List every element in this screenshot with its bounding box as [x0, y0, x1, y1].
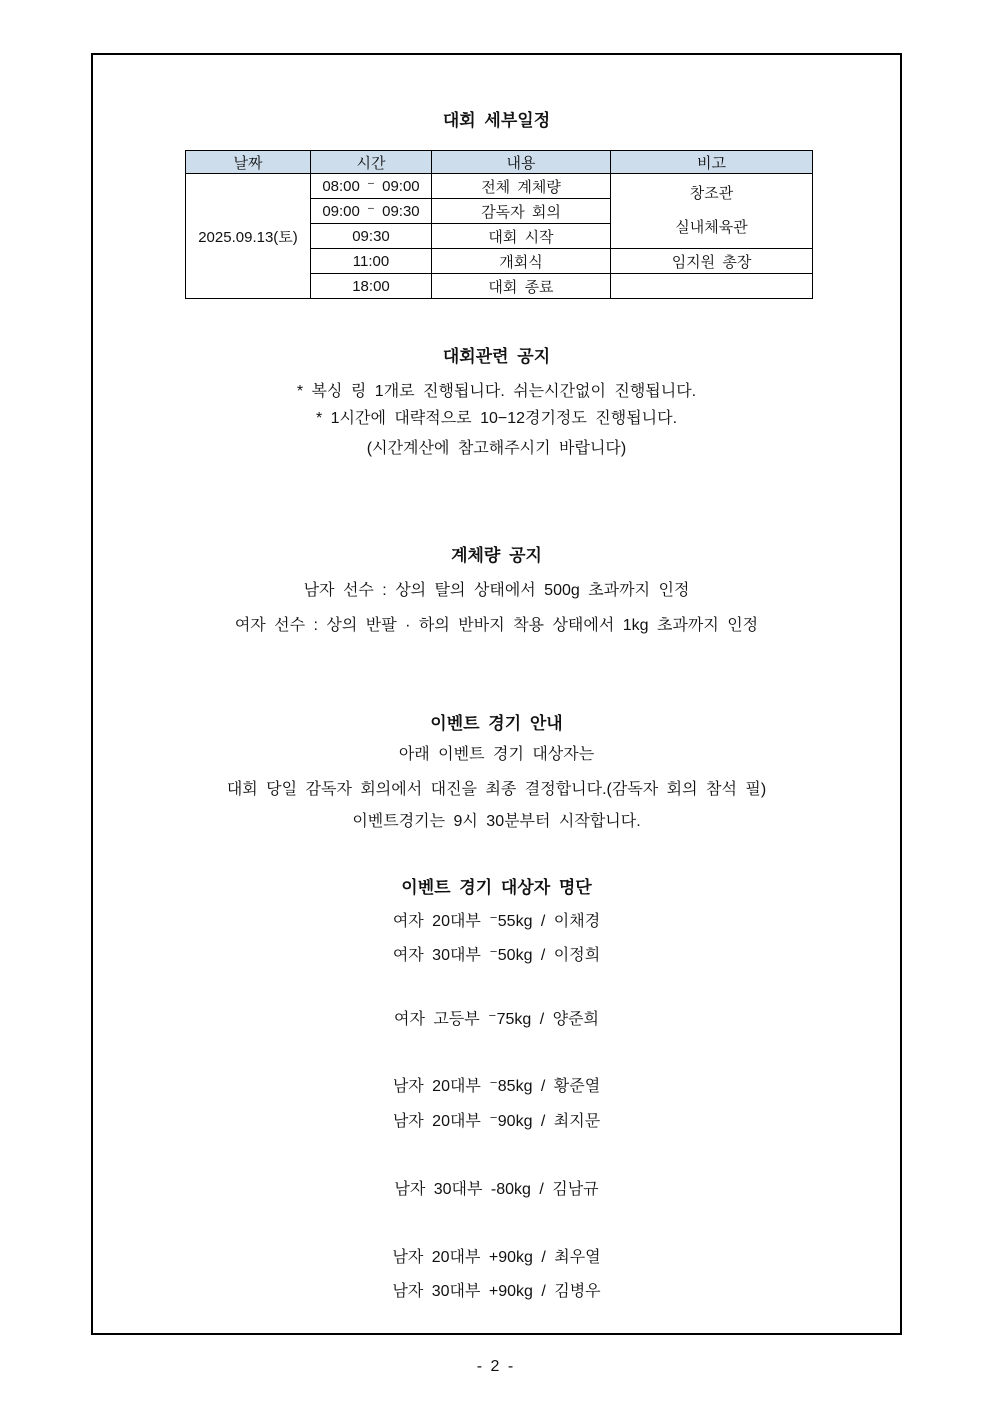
content-cell: 전체 계체량 — [432, 174, 611, 199]
notice-heading: 대회관련 공지 — [442, 347, 551, 366]
date-cell: 2025.09.13(토) — [186, 174, 311, 299]
schedule-table — [185, 150, 813, 299]
col-header-date: 날짜 — [186, 151, 311, 174]
event-heading: 이벤트 경기 안내 — [430, 714, 563, 733]
content-cell: 감독자 회의 — [432, 199, 611, 224]
notice-line: (시간계산에 참고해주시기 바랍니다) — [366, 440, 627, 457]
roster-entry: 남자 20대부 ⁻90kg / 최지문 — [392, 1113, 601, 1130]
roster-entry: 남자 30대부 +90kg / 김병우 — [392, 1283, 601, 1300]
roster-entry: 남자 20대부 ⁻85kg / 황준열 — [392, 1078, 601, 1095]
content-cell: 개회식 — [432, 249, 611, 274]
col-header-content: 내용 — [432, 151, 611, 174]
roster-entry: 여자 30대부 ⁻50kg / 이정희 — [392, 947, 601, 964]
schedule-title: 대회 세부일정 — [442, 111, 551, 130]
venue-line: 실내체육관 — [675, 219, 748, 236]
note-cell — [611, 274, 813, 299]
weighin-heading: 계체량 공지 — [451, 546, 542, 565]
event-line: 아래 이벤트 경기 대상자는 — [398, 746, 595, 763]
weighin-line: 남자 선수 : 상의 탈의 상태에서 500g 초과까지 인정 — [303, 582, 690, 599]
time-cell: 18:00 — [311, 274, 432, 299]
col-header-time: 시간 — [311, 151, 432, 174]
roster-entry: 남자 20대부 +90kg / 최우열 — [392, 1249, 601, 1266]
page-number: - 2 - — [476, 1358, 516, 1375]
table-row — [186, 174, 813, 199]
event-line: 이벤트경기는 9시 30분부터 시작합니다. — [352, 813, 641, 830]
time-cell: 11:00 — [311, 249, 432, 274]
weighin-line: 여자 선수 : 상의 반팔 · 하의 반바지 착용 상태에서 1kg 초과까지 인정 — [234, 617, 759, 634]
col-header-note: 비고 — [611, 151, 813, 174]
roster-entry: 여자 20대부 ⁻55kg / 이채경 — [392, 913, 601, 930]
content-cell: 대회 시작 — [432, 224, 611, 249]
note-cell: 임지원 총장 — [611, 249, 813, 274]
roster-heading: 이벤트 경기 대상자 명단 — [401, 878, 592, 897]
roster-entry: 남자 30대부 -80kg / 김남규 — [394, 1181, 599, 1198]
page-body — [91, 53, 902, 1335]
time-cell: 08:00 ⁻ 09:00 — [311, 174, 432, 199]
table-header-row — [186, 151, 813, 174]
notice-line: * 1시간에 대략적으로 10−12경기정도 진행됩니다. — [315, 410, 678, 427]
time-cell: 09:30 — [311, 224, 432, 249]
notice-line: * 복싱 링 1개로 진행됩니다. 쉬는시간없이 진행됩니다. — [296, 383, 697, 400]
venue-cell — [611, 174, 813, 249]
venue-line: 창조관 — [689, 185, 734, 202]
roster-entry: 여자 고등부 ⁻75kg / 양준희 — [393, 1011, 599, 1028]
event-line: 대회 당일 감독자 회의에서 대진을 최종 결정합니다.(감독자 회의 참석 필) — [226, 781, 767, 798]
content-cell: 대회 종료 — [432, 274, 611, 299]
time-cell: 09:00 ⁻ 09:30 — [311, 199, 432, 224]
